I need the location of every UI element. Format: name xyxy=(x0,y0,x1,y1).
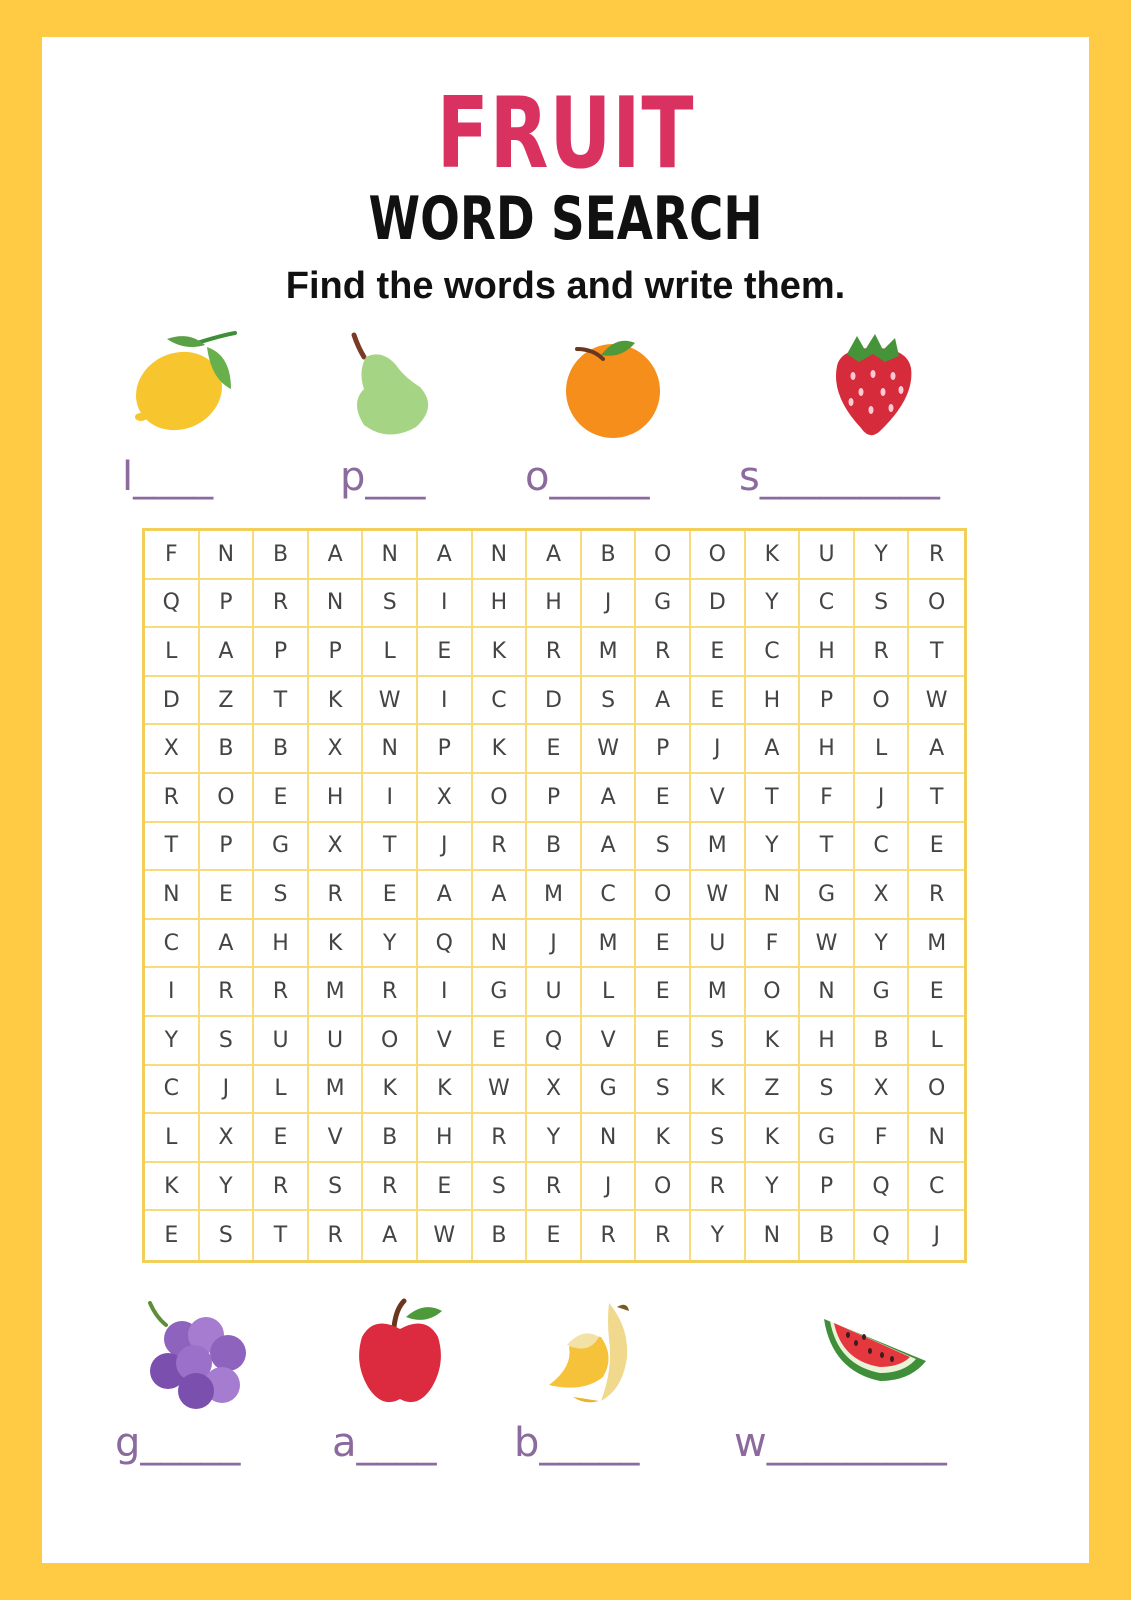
grid-cell[interactable]: F xyxy=(855,1114,910,1163)
grid-cell[interactable]: E xyxy=(909,823,964,872)
grid-cell[interactable]: O xyxy=(636,1163,691,1212)
grid-cell[interactable]: V xyxy=(691,774,746,823)
grid-cell[interactable]: E xyxy=(363,871,418,920)
grid-cell[interactable]: S xyxy=(363,580,418,629)
grid-cell[interactable]: P xyxy=(800,677,855,726)
grid-cell[interactable]: A xyxy=(418,531,473,580)
grid-cell[interactable]: L xyxy=(909,1017,964,1066)
grid-cell[interactable]: P xyxy=(309,628,364,677)
grid-cell[interactable]: X xyxy=(527,1066,582,1115)
grid-cell[interactable]: L xyxy=(363,628,418,677)
grid-cell[interactable]: Y xyxy=(746,1163,801,1212)
grid-cell[interactable]: O xyxy=(746,968,801,1017)
grid-cell[interactable]: X xyxy=(418,774,473,823)
word-search-grid xyxy=(142,528,967,1263)
grid-cell[interactable]: R xyxy=(309,871,364,920)
orange-hint: o_____ xyxy=(525,454,650,500)
grapes-hint: g_____ xyxy=(115,1420,241,1466)
grid-cell[interactable]: C xyxy=(145,920,200,969)
grid-cell[interactable]: U xyxy=(800,531,855,580)
grid-cell[interactable]: S xyxy=(582,677,637,726)
grid-cell[interactable]: R xyxy=(254,580,309,629)
grid-cell[interactable]: F xyxy=(145,531,200,580)
grid-cell[interactable]: A xyxy=(200,628,255,677)
grid-cell[interactable]: O xyxy=(909,1066,964,1115)
grid-cell[interactable]: U xyxy=(527,968,582,1017)
grid-cell[interactable]: S xyxy=(691,1114,746,1163)
grid-cell[interactable]: B xyxy=(582,531,637,580)
grid-cell[interactable]: I xyxy=(418,968,473,1017)
grid-cell[interactable]: K xyxy=(309,920,364,969)
grid-cell[interactable]: N xyxy=(145,871,200,920)
grid-cell[interactable]: E xyxy=(254,1114,309,1163)
grid-cell[interactable]: E xyxy=(473,1017,528,1066)
grid-cell[interactable]: J xyxy=(200,1066,255,1115)
grid-cell[interactable]: X xyxy=(855,871,910,920)
grid-cell[interactable]: J xyxy=(855,774,910,823)
grid-cell[interactable]: E xyxy=(636,920,691,969)
banana-icon xyxy=(543,1297,643,1409)
grid-cell[interactable]: R xyxy=(636,1211,691,1260)
grid-cell[interactable]: M xyxy=(582,628,637,677)
grid-cell[interactable]: V xyxy=(418,1017,473,1066)
grid-cell[interactable]: R xyxy=(909,531,964,580)
grid-cell[interactable]: B xyxy=(527,823,582,872)
grid-cell[interactable]: N xyxy=(363,531,418,580)
apple-hint: a____ xyxy=(332,1420,437,1466)
grid-cell[interactable]: G xyxy=(800,871,855,920)
grid-cell[interactable]: W xyxy=(691,871,746,920)
grid-cell[interactable]: T xyxy=(746,774,801,823)
grid-cell[interactable]: R xyxy=(473,1114,528,1163)
grid-cell[interactable]: N xyxy=(473,531,528,580)
grid-cell[interactable]: X xyxy=(309,823,364,872)
grid-cell[interactable]: O xyxy=(691,531,746,580)
grid-cell[interactable]: R xyxy=(909,871,964,920)
grid-cell[interactable]: B xyxy=(800,1211,855,1260)
lemon-icon xyxy=(127,329,242,439)
grid-cell[interactable]: R xyxy=(527,1163,582,1212)
grid-cell[interactable]: W xyxy=(582,725,637,774)
grid-cell[interactable]: A xyxy=(909,725,964,774)
grid-cell[interactable]: R xyxy=(582,1211,637,1260)
grid-cell[interactable]: P xyxy=(527,774,582,823)
grid-cell[interactable]: K xyxy=(309,677,364,726)
grid-cell[interactable]: R xyxy=(527,628,582,677)
grid-cell[interactable]: C xyxy=(746,628,801,677)
grid-cell[interactable]: N xyxy=(200,531,255,580)
grid-cell[interactable]: T xyxy=(363,823,418,872)
grid-cell[interactable]: S xyxy=(309,1163,364,1212)
grid-cell[interactable]: C xyxy=(145,1066,200,1115)
grid-cell[interactable]: H xyxy=(418,1114,473,1163)
grid-cell[interactable]: A xyxy=(582,823,637,872)
grid-cell[interactable]: M xyxy=(309,968,364,1017)
grid-cell[interactable]: E xyxy=(691,628,746,677)
grid-cell[interactable]: A xyxy=(746,725,801,774)
grid-cell[interactable]: G xyxy=(254,823,309,872)
watermelon-icon xyxy=(818,1301,928,1391)
grid-cell[interactable]: R xyxy=(691,1163,746,1212)
grid-cell[interactable]: H xyxy=(800,725,855,774)
grid-cell[interactable]: Y xyxy=(691,1211,746,1260)
grid-cell[interactable]: G xyxy=(855,968,910,1017)
grid-cell[interactable]: E xyxy=(909,968,964,1017)
grid-cell[interactable]: C xyxy=(909,1163,964,1212)
grid-cell[interactable]: E xyxy=(145,1211,200,1260)
grid-cell[interactable]: L xyxy=(855,725,910,774)
grid-cell[interactable]: W xyxy=(800,920,855,969)
grid-cell[interactable]: O xyxy=(636,871,691,920)
grid-cell[interactable]: Q xyxy=(145,580,200,629)
orange-icon xyxy=(557,335,662,440)
grid-cell[interactable]: G xyxy=(582,1066,637,1115)
grid-cell[interactable]: T xyxy=(145,823,200,872)
grid-cell[interactable]: U xyxy=(254,1017,309,1066)
grid-cell[interactable]: Q xyxy=(855,1163,910,1212)
watermelon-hint: w_________ xyxy=(734,1420,947,1466)
grid-cell[interactable]: Q xyxy=(527,1017,582,1066)
grid-cell[interactable]: N xyxy=(746,871,801,920)
grid-cell[interactable]: K xyxy=(363,1066,418,1115)
grid-cell[interactable]: P xyxy=(200,823,255,872)
grid-cell[interactable]: Y xyxy=(363,920,418,969)
grid-cell[interactable]: Z xyxy=(200,677,255,726)
grid-cell[interactable]: R xyxy=(363,968,418,1017)
grid-cell[interactable]: O xyxy=(909,580,964,629)
grid-cell[interactable]: M xyxy=(527,871,582,920)
strawberry-hint: s_________ xyxy=(739,454,940,500)
grid-cell[interactable]: E xyxy=(636,968,691,1017)
grid-cell[interactable]: I xyxy=(363,774,418,823)
grid-cell[interactable]: L xyxy=(254,1066,309,1115)
grid-cell[interactable]: P xyxy=(254,628,309,677)
grid-cell[interactable]: I xyxy=(418,580,473,629)
grid-cell[interactable]: N xyxy=(473,920,528,969)
grid-cell[interactable]: J xyxy=(418,823,473,872)
grid-cell[interactable]: I xyxy=(418,677,473,726)
grid-cell[interactable]: A xyxy=(527,531,582,580)
grid-cell[interactable]: S xyxy=(800,1066,855,1115)
grid-cell[interactable]: B xyxy=(473,1211,528,1260)
grid-cell[interactable]: N xyxy=(909,1114,964,1163)
grid-cell[interactable]: G xyxy=(636,580,691,629)
banana-hint: b_____ xyxy=(514,1420,640,1466)
grid-cell[interactable]: K xyxy=(746,1114,801,1163)
grid-cell[interactable]: K xyxy=(746,531,801,580)
grid-cell[interactable]: M xyxy=(309,1066,364,1115)
grid-cell[interactable]: X xyxy=(145,725,200,774)
grid-cell[interactable]: J xyxy=(582,1163,637,1212)
grid-cell[interactable]: O xyxy=(855,677,910,726)
apple-icon xyxy=(354,1297,449,1412)
grid-cell[interactable]: T xyxy=(909,774,964,823)
grid-cell[interactable]: A xyxy=(582,774,637,823)
grid-cell[interactable]: J xyxy=(691,725,746,774)
grid-cell[interactable]: C xyxy=(855,823,910,872)
grid-cell[interactable]: R xyxy=(473,823,528,872)
grid-cell[interactable]: R xyxy=(200,968,255,1017)
grid-cell[interactable]: R xyxy=(254,1163,309,1212)
grid-cell[interactable]: R xyxy=(145,774,200,823)
grid-cell[interactable]: U xyxy=(691,920,746,969)
grid-cell[interactable]: A xyxy=(418,871,473,920)
grid-cell[interactable]: E xyxy=(636,1017,691,1066)
grid-cell[interactable]: Y xyxy=(855,531,910,580)
grid-cell[interactable]: K xyxy=(746,1017,801,1066)
grid-cell[interactable]: H xyxy=(309,774,364,823)
grid-cell[interactable]: H xyxy=(746,677,801,726)
grid-cell[interactable]: O xyxy=(473,774,528,823)
grid-cell[interactable]: E xyxy=(200,871,255,920)
grid-cell[interactable]: E xyxy=(254,774,309,823)
grid-cell[interactable]: K xyxy=(473,628,528,677)
grid-cell[interactable]: P xyxy=(800,1163,855,1212)
grid-cell[interactable]: L xyxy=(145,628,200,677)
grid-cell[interactable]: V xyxy=(309,1114,364,1163)
page-title: FRUIT xyxy=(436,77,695,191)
grid-cell[interactable]: E xyxy=(691,677,746,726)
grid-cell[interactable]: O xyxy=(636,531,691,580)
grid-cell[interactable]: B xyxy=(254,725,309,774)
worksheet xyxy=(42,37,1089,1563)
grid-cell[interactable]: H xyxy=(473,580,528,629)
grid-cell[interactable]: S xyxy=(200,1211,255,1260)
grid-cell[interactable]: M xyxy=(691,823,746,872)
grid-cell[interactable]: Z xyxy=(746,1066,801,1115)
grid-cell[interactable]: Y xyxy=(855,920,910,969)
grid-cell[interactable]: A xyxy=(473,871,528,920)
grid-cell[interactable]: Y xyxy=(746,823,801,872)
grid-cell[interactable]: V xyxy=(582,1017,637,1066)
grid-cell[interactable]: U xyxy=(309,1017,364,1066)
grid-cell[interactable]: O xyxy=(363,1017,418,1066)
grid-cell[interactable]: E xyxy=(418,1163,473,1212)
grid-cell[interactable]: S xyxy=(636,823,691,872)
grid-cell[interactable]: C xyxy=(473,677,528,726)
grid-cell[interactable]: J xyxy=(527,920,582,969)
grid-cell[interactable]: B xyxy=(363,1114,418,1163)
grid-cell[interactable]: M xyxy=(691,968,746,1017)
grid-cell[interactable]: Q xyxy=(418,920,473,969)
grid-cell[interactable]: N xyxy=(800,968,855,1017)
grid-cell[interactable]: Y xyxy=(200,1163,255,1212)
grid-cell[interactable]: S xyxy=(855,580,910,629)
instruction-text: Find the words and write them. xyxy=(285,265,846,307)
grid-cell[interactable]: X xyxy=(855,1066,910,1115)
grid-cell[interactable]: A xyxy=(363,1211,418,1260)
grid-cell[interactable]: S xyxy=(636,1066,691,1115)
grid-cell[interactable]: Y xyxy=(527,1114,582,1163)
grid-cell[interactable]: L xyxy=(145,1114,200,1163)
strawberry-icon xyxy=(829,332,919,442)
grid-cell[interactable]: K xyxy=(473,725,528,774)
grid-cell[interactable]: M xyxy=(582,920,637,969)
pear-hint: p___ xyxy=(340,454,426,500)
grid-cell[interactable]: K xyxy=(418,1066,473,1115)
grid-cell[interactable]: E xyxy=(418,628,473,677)
grid-cell[interactable]: F xyxy=(800,774,855,823)
grid-cell[interactable]: X xyxy=(200,1114,255,1163)
grid-cell[interactable]: K xyxy=(691,1066,746,1115)
grid-cell[interactable]: G xyxy=(473,968,528,1017)
grid-cell[interactable]: B xyxy=(200,725,255,774)
grid-cell[interactable]: E xyxy=(527,1211,582,1260)
grid-cell[interactable]: A xyxy=(200,920,255,969)
grid-cell[interactable]: L xyxy=(582,968,637,1017)
grid-cell[interactable]: S xyxy=(691,1017,746,1066)
grid-cell[interactable]: T xyxy=(254,1211,309,1260)
grid-cell[interactable]: P xyxy=(636,725,691,774)
grid-cell[interactable]: W xyxy=(473,1066,528,1115)
grid-cell[interactable]: X xyxy=(309,725,364,774)
grid-cell[interactable]: S xyxy=(473,1163,528,1212)
grid-cell[interactable]: P xyxy=(200,580,255,629)
grid-cell[interactable]: B xyxy=(855,1017,910,1066)
grid-cell[interactable]: R xyxy=(254,968,309,1017)
grid-cell[interactable]: W xyxy=(363,677,418,726)
grid-cell[interactable]: R xyxy=(636,628,691,677)
grid-cell[interactable]: D xyxy=(527,677,582,726)
grid-cell[interactable]: S xyxy=(200,1017,255,1066)
grid-cell[interactable]: W xyxy=(909,677,964,726)
grid-cell[interactable]: O xyxy=(200,774,255,823)
grid-cell[interactable]: C xyxy=(800,580,855,629)
grid-cell[interactable]: I xyxy=(145,968,200,1017)
grid-cell[interactable]: C xyxy=(582,871,637,920)
lemon-hint: l____ xyxy=(122,454,214,500)
grid-cell[interactable]: N xyxy=(363,725,418,774)
grid-cell[interactable]: G xyxy=(800,1114,855,1163)
grid-cell[interactable]: S xyxy=(254,871,309,920)
page-subtitle: WORD SEARCH xyxy=(368,184,763,254)
grid-cell[interactable]: N xyxy=(746,1211,801,1260)
grid-cell[interactable]: M xyxy=(909,920,964,969)
grid-cell[interactable]: D xyxy=(691,580,746,629)
grid-cell[interactable]: E xyxy=(636,774,691,823)
grid-cell[interactable]: B xyxy=(254,531,309,580)
grid-cell[interactable]: H xyxy=(254,920,309,969)
pear-icon xyxy=(344,331,439,441)
grid-cell[interactable]: W xyxy=(418,1211,473,1260)
grid-cell[interactable]: Q xyxy=(855,1211,910,1260)
grid-cell[interactable]: N xyxy=(309,580,364,629)
grid-cell[interactable]: A xyxy=(309,531,364,580)
grid-cell[interactable]: F xyxy=(746,920,801,969)
grid-cell[interactable]: D xyxy=(145,677,200,726)
grid-cell[interactable]: R xyxy=(363,1163,418,1212)
grid-cell[interactable]: A xyxy=(636,677,691,726)
grid-cell[interactable]: T xyxy=(800,823,855,872)
grid-cell[interactable]: R xyxy=(309,1211,364,1260)
grid-cell[interactable]: J xyxy=(582,580,637,629)
grid-cell[interactable]: H xyxy=(527,580,582,629)
grapes-icon xyxy=(142,1299,252,1414)
grid-cell[interactable]: Y xyxy=(145,1017,200,1066)
grid-cell[interactable]: J xyxy=(933,1223,940,1249)
grid-cell[interactable]: E xyxy=(527,725,582,774)
grid-cell[interactable]: R xyxy=(855,628,910,677)
grid-cell[interactable]: K xyxy=(636,1114,691,1163)
grid-cell[interactable]: P xyxy=(418,725,473,774)
grid-cell[interactable]: H xyxy=(800,1017,855,1066)
grid-cell[interactable]: Y xyxy=(746,580,801,629)
grid-cell[interactable]: K xyxy=(145,1163,200,1212)
grid-cell[interactable]: T xyxy=(909,628,964,677)
grid-cell[interactable]: T xyxy=(254,677,309,726)
grid-cell[interactable]: H xyxy=(800,628,855,677)
grid-cell[interactable]: N xyxy=(582,1114,637,1163)
